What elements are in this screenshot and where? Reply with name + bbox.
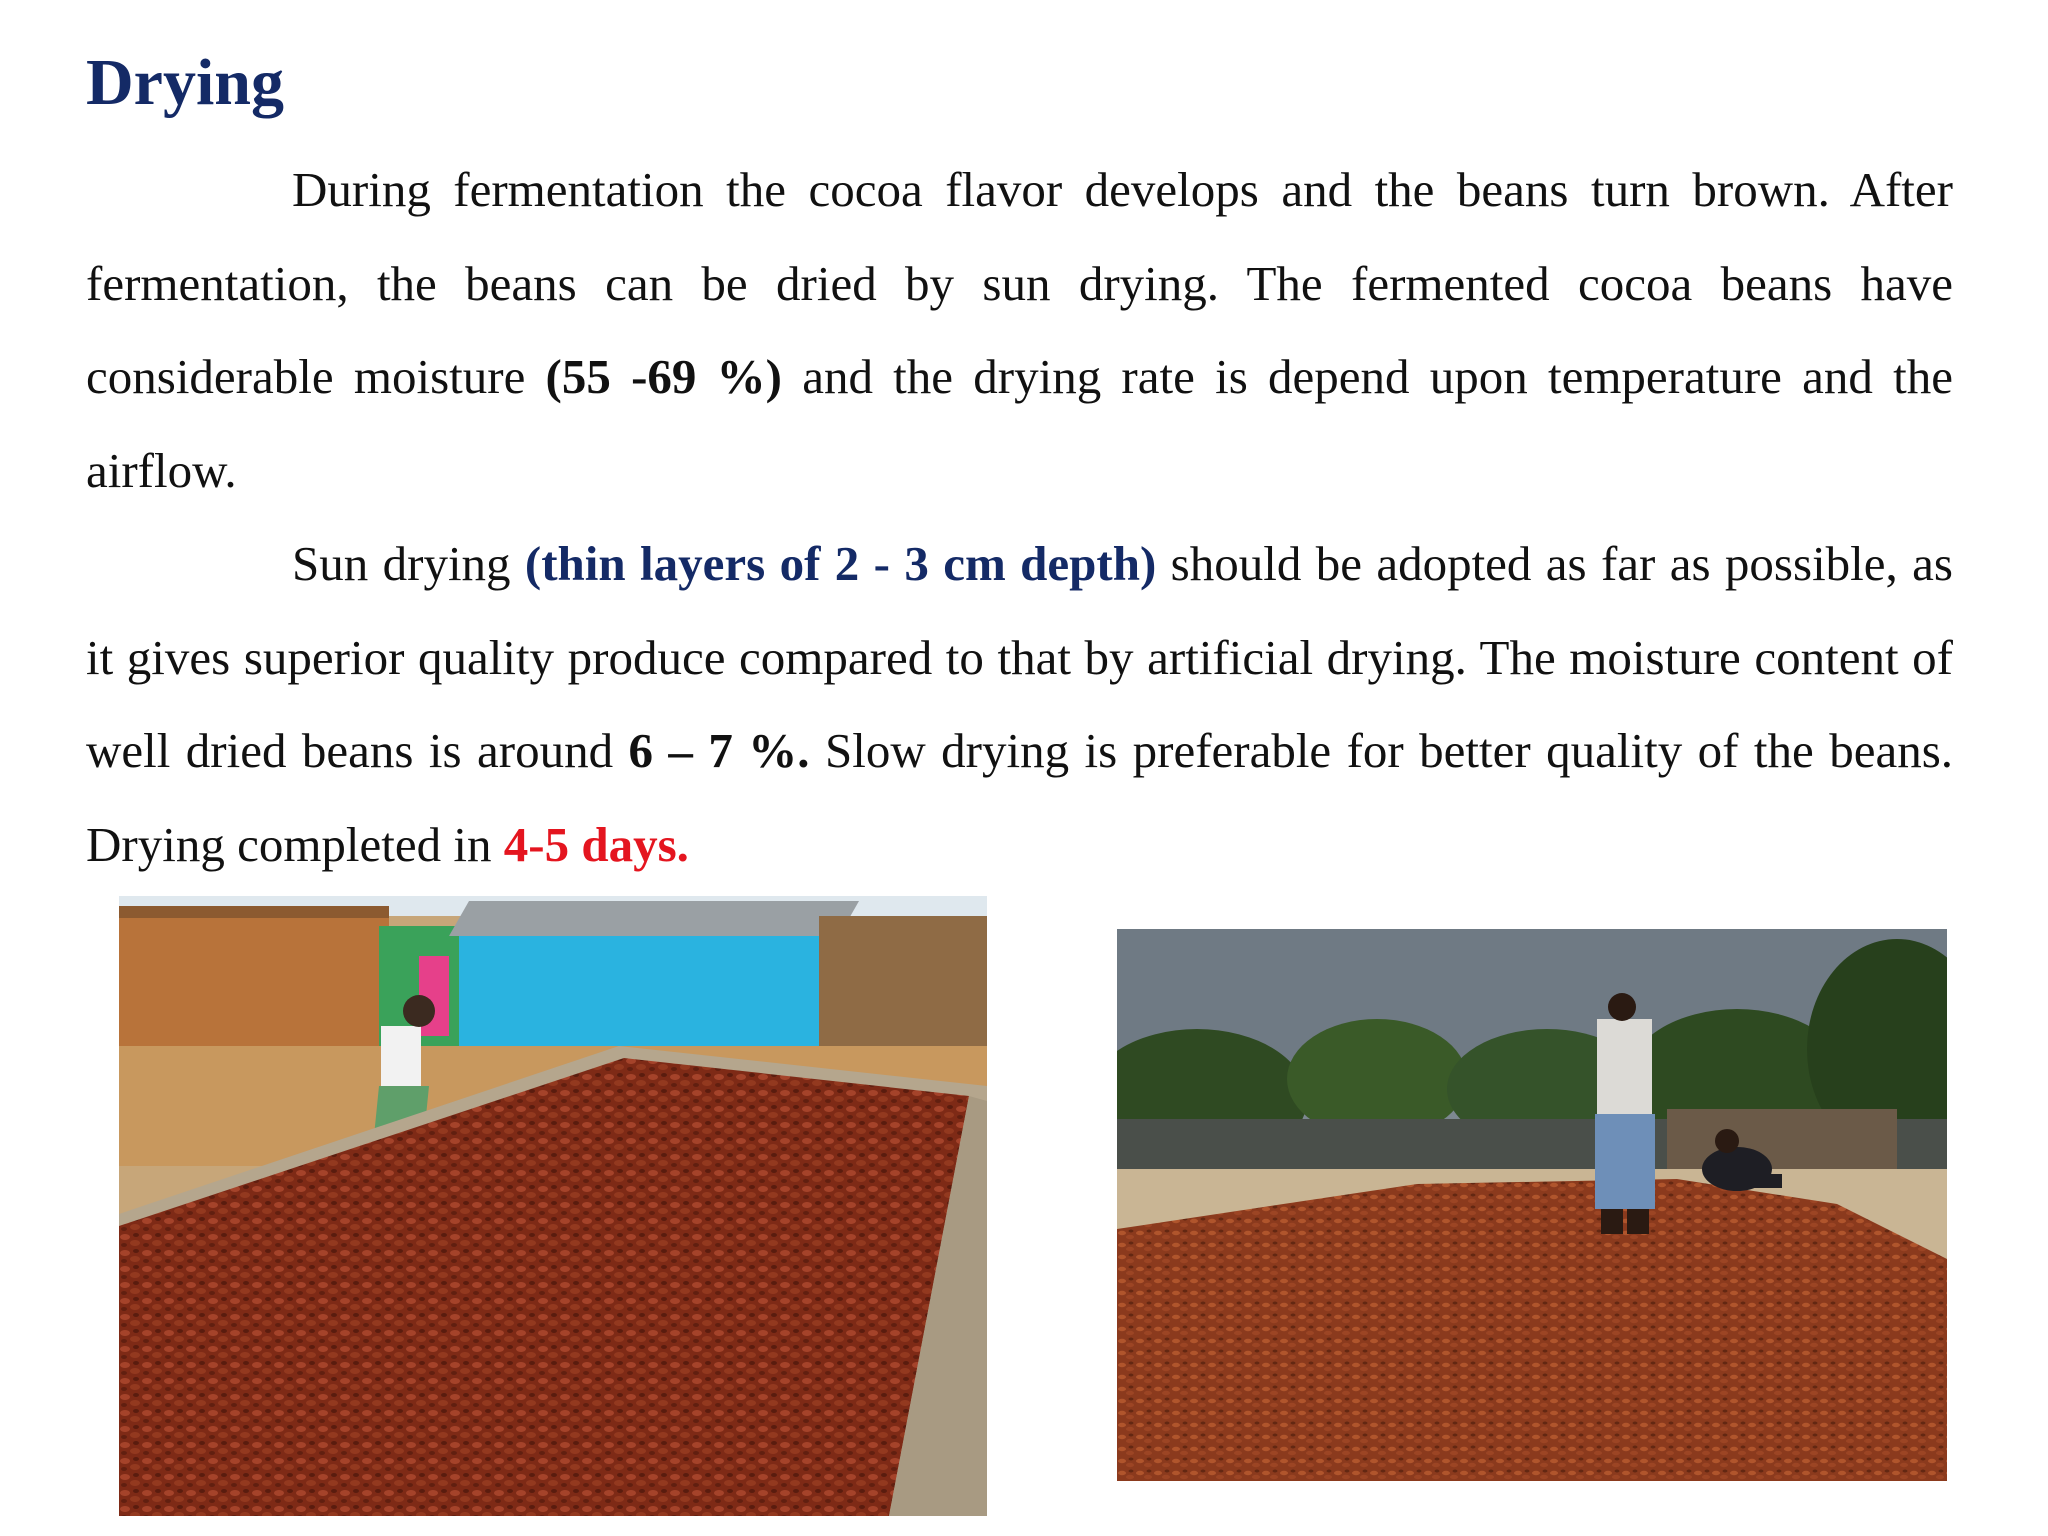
paragraph-fermentation bbox=[86, 143, 1953, 517]
body-text bbox=[86, 143, 1953, 891]
layer-depth: (thin layers of 2 - 3 cm depth) bbox=[524, 536, 1157, 591]
photo-raised-drying-table bbox=[119, 896, 987, 1516]
para2-text-c: Slow drying is preferable for better quality of the beans. Drying completed in bbox=[86, 723, 1954, 872]
drying-duration: 4-5 days. bbox=[503, 816, 689, 872]
photo-ground-drying bbox=[1117, 929, 1947, 1481]
para1-text-b: and the drying rate is depend upon temperature and the airflow. bbox=[86, 349, 1953, 498]
page-title: Drying bbox=[86, 46, 284, 119]
moisture-range: (55 -69 %) bbox=[545, 349, 782, 404]
para2-text-b: should be adopted as far as possible, as it gives superior quality produce compared to that by artificial drying. The moisture content of well dried beans is around bbox=[86, 536, 1953, 778]
paragraph-sun-drying bbox=[86, 517, 1953, 891]
para1-text-a: During fermentation the cocoa flavor develops and the beans turn brown. After fermentation, the beans can be dried by sun drying. The fermented cocoa beans have considerable moisture bbox=[86, 162, 1953, 404]
dried-moisture: 6 – 7 %. bbox=[628, 723, 810, 778]
para2-text-a: Sun drying bbox=[292, 536, 525, 591]
